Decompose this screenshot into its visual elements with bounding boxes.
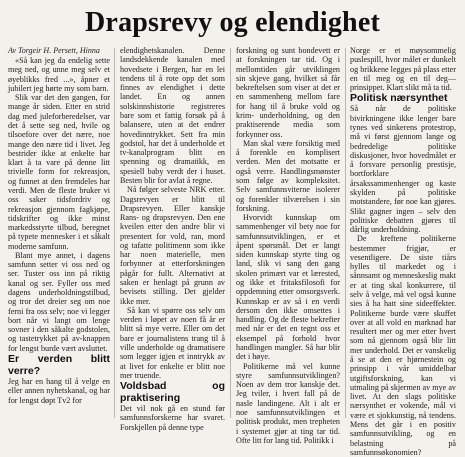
paragraph: Norge er et møysommelig puslespill, hvor målet er dunkelt og brikkene legges på plass etter en til meg og en til deg—prinsippet. Klart slikt må ta tid. (350, 46, 456, 93)
paragraph: Hvorvidt kunnskap om sammenhenger vil bety noe for samfunnsutviklingen, er et åpent spørsmål. Det er langt siden kunnskap styrte ting og land, slik vi sang den gang skolen primært var et lærested, og ikke et fritaksfilosofi for oppdemning etter omsorgsverk. Kunnskap er av så i en verdi dersom den ikke omsettes i handling. Og de fleste bekrefter med når er det en tegnt oss et eksempel på forhold hvor handlingen mangler. Så har blir det i høye. (236, 213, 340, 362)
paragraph: Nå følger selveste NRK etter. Dagsrevyen er blitt til Drapsrevyen. Eller kanskje Rans- og drapsrevyen. Den ene kveilen etter den andre blir vi presentert for vold, ran, mord og tafatte politimenn som ikke har noen materielle, men forbynner at etterforskningen pågår for fullt. Alternativt at saken er henlagt på grunn av bevisets stilling. Det gjelder ikke mer. (120, 185, 225, 306)
article-headline: Drapsrevy og elendighet (85, 7, 380, 38)
paragraph: Politikerne må vel kunne styre samfunnsutviklingen? Noen av dem tror kanskje det. Jeg tviler, i hvert fall på de nasle landingene. Alt i alt er noe samfunnsutviklingen et politisk produkt, men trepheten i systemet gjør at ting tar tid. Ofte litt for lang tid. Politikk i (236, 361, 340, 445)
article-column-4 (350, 46, 456, 457)
paragraph: forskning og sunt bondevett er at forskningen tar tid. Og i mellomtiden går utviklingen sin skjeve gang, hvilket så får bekreftelsen som viser at det er en sammenheng mellom fare for hang til å bruke vold og krim- underholdning, og den praktiserende media som forkynner oss. (236, 46, 340, 139)
subheading: Er verden blitt verre? (8, 353, 110, 377)
column-rule (114, 48, 115, 418)
subheading: Voldsbad og praktisering (120, 380, 225, 405)
column-rule (230, 48, 231, 418)
subheading: Politisk nærsynthet (350, 92, 448, 105)
paragraph: Så kan vi spørre oss selv om verden i løpet av noen få år er blitt så mye verre. Eller om det bare er journalistens trang til å ville underholde og dramatisere som legger igjen et inntrykk av at livet for enkelte er blitt noe mer truende. (120, 305, 225, 380)
paragraph: De kreftene politikerne bestemmer frigjør, er vesentligere. De siste tiårs hylles til markedet og i sånnsamt og menneskeslig makt er at ting skal konkurrere, til selv å velge, må vel også kunne sies å ha hatt sine sideeffekter. Politikerne burde være skuffet over at all vold en marknad har resultert mer og mer etter hvert som nå gjennom også blir litt mer underhold. Det er vanskelig å se at den er hjørnestein og prinsipp i vår umiddelbar utgiftsforskning, kan vi utmaling på skjermen av mye av livet. At den slags politiske nærsynthet er vokende, mål vi være et sjokkunstig, nå tendens. Mens det går i en positiv samfunnsutvikling, og en belastning på samfunnsøkonomien? (350, 234, 456, 457)
paragraph: Det vil nok gå en stund før samfunnsforskerne har svaret. Forskjellen på denne type (120, 404, 225, 432)
article-column-3 (236, 46, 340, 445)
paragraph: Slik var det den gangen, for mange år siden. Etter en strid dag med juleforberedelser, var det å sette seg ned, hvile og tilsoefore over det nære, noe mange den nære tid i livet. Jeg bestrider ikke at enkelte har klart å ta vare på denne litt trivielle form for rekreasjon, og funnet at den fremdeles har verdi. Men de fleste bruker vi oss saker tidsfordriv og rekreasjon gjennom fagkjøpe, tidskrifter og ikke minst markedsstyrte tilbud, beregnet på typete mennesker i et såkalt moderne samfunn. (8, 93, 110, 251)
column-rule (345, 48, 346, 418)
article-column-1 (8, 46, 110, 420)
article-column-2 (120, 46, 225, 432)
article-byline: Av Torgeir H. Persett, Hinna (8, 46, 100, 55)
paragraph: Så når de politiske bivirkningene ikke lenger bare tynes ved sinkerens protestrop, må vi først gjennom lange og bedredelige politiske diskusjoner, hvor hovedmålet er å forsvare personlig prestisje, bortforklare årsakssammenhenger og kaste skylden på politiske motstandere, før noe kan gjøres. Slikt gagner ingen – selv den politiske debatten gjøres til dårlig underholdning. (350, 104, 456, 235)
paragraph: Jeg har en hang til å velge en eller annen nyhetskanal, og har for lengst døpt Tv2 for (8, 377, 110, 405)
paragraph: «Så kan jeg da endelig sette meg ned, og unne meg selv et øyeblikks fred ...», åpner et jubilert jeg hørte my som barn. (8, 56, 110, 93)
paragraph: Blant mye annet, i dagens samfunn setter vi oss ned og ser. Tuster oss inn på riktig kanal og ser. Fyller oss med dagens underholdningstilbud, og tror det dreier seg om noe ferni fra oss selv; noe vi legger bort når vi langt om lenge sovner i den såkalte godstolen, og tastetrykket på av-knappen for lengst burde vært avsluttet. (8, 250, 110, 353)
paragraph: Man skal være forsiktig med å forenkle en komplisert verden. Men det motsatte er også verre. Handlingsmønster som følge av kompleksitet. Selv samfunnsviterne isolerer og forenkler tilværelsen i sin forskning. (236, 138, 340, 213)
paragraph: elendighetskanalen. Denne landsdekkende kanalen med hovedsete i Bergen, har en lei tendens til å rote opp det som finnes av elendighet i dette landet. En og annen solskinnshistorie registreres bare som et fattig forsøk på å balansere, uten at det endrer hovedinntrykket. Sett fra min godstol, har det å underholde et tv-kanalprogram blitt en spenning og dramatikk, en spesiell baby verdt der i huset. Besten blir for avlat å regne. (120, 46, 225, 185)
